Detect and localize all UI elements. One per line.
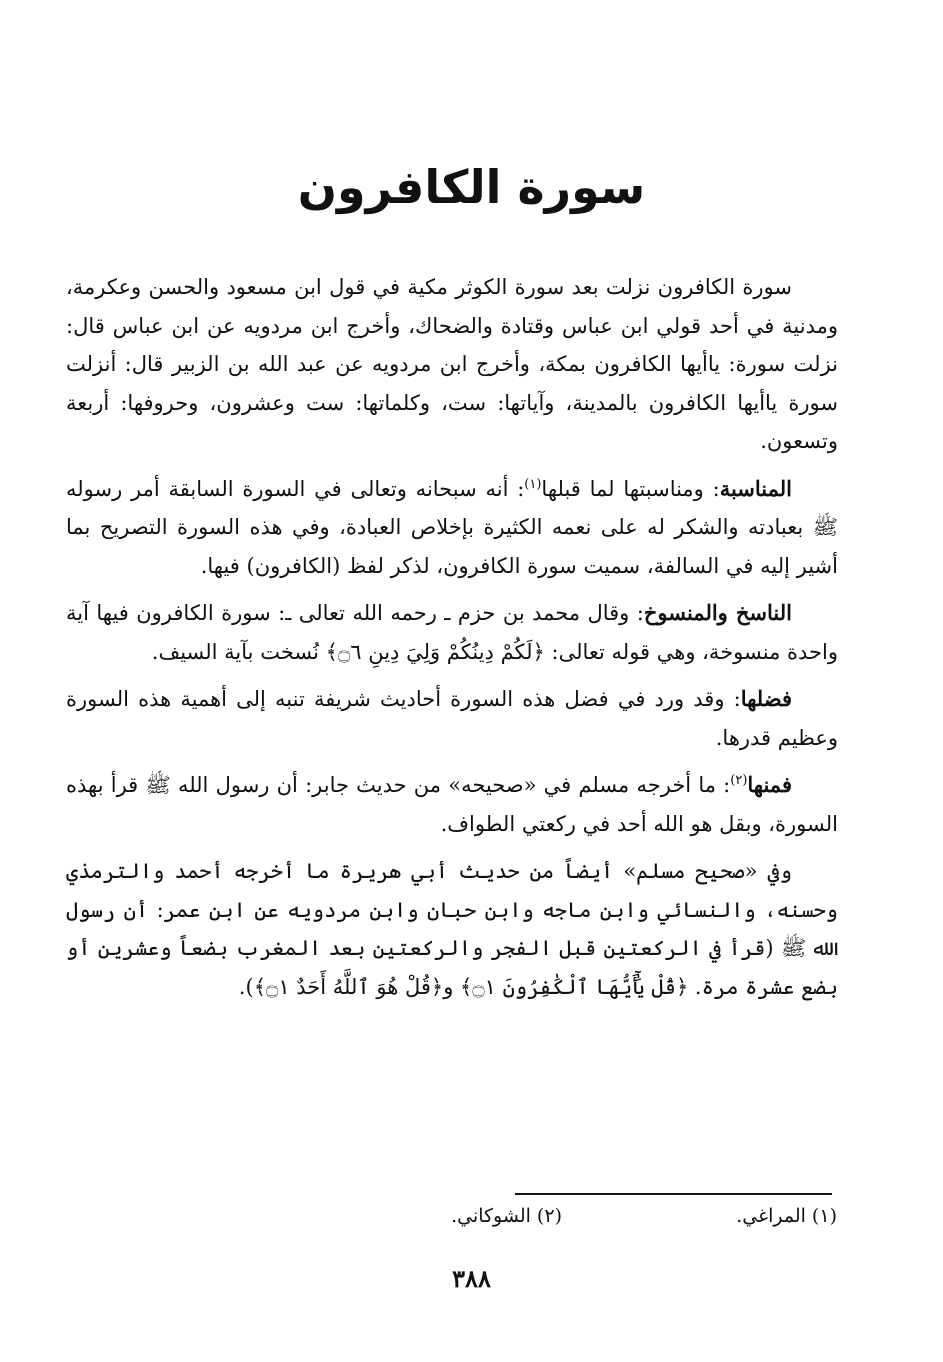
body-text xyxy=(66,268,838,1015)
minha-heading: فمنها xyxy=(747,772,792,797)
surah-title: سورة الكافرون xyxy=(297,160,646,214)
sahih-paragraph: وفي «صحيح مسلم» أيضاً من حديث أبي هريرة ما أخرجه أحمد والترمذي وحسنه، والنسائي وابن ماجه وابن حبان وابن مردويه عن ابن عمر: أن رسول الله ﷺ (قرأ في الركعتين قبل الفجر والركعتين بعد المغرب بضعاً وعشرين أو بضع عشرة مرة. ﴿قُلْ يَٰٓأَيُّهَا ٱلْكَٰفِرُونَ ۝١﴾ و﴿قُلْ هُوَ ٱللَّهُ أَحَدٌ ۝١﴾). xyxy=(66,859,838,999)
fadl-text: : وقد ورد في فضل هذه السورة أحاديث شريفة تنبه إلى أهمية هذه السورة وعظيم قدرها. xyxy=(66,687,838,750)
fadl-paragraph xyxy=(66,680,838,757)
naskh-text: : وقال محمد بن حزم ـ رحمه الله تعالى ـ: سورة الكافرون فيها آية واحدة منسوخة، وهي قوله تعالى: ﴿لَكُمْ دِينُكُمْ وَلِيَ دِينِ ۝٦﴾ نُسخت بآية السيف. xyxy=(66,601,838,664)
footnote-ref-2: (٢) xyxy=(730,773,748,788)
munasaba-text: : أنه سبحانه وتعالى في السورة السابقة أمر رسوله ﷺ بعبادته والشكر له على نعمه الكثيرة بإخلاص العبادة، وفي هذه السورة التصريح بما أشير إليه في السالفة، سميت سورة الكافرون، لذكر لفظ (الكافرون) فيها. xyxy=(66,476,839,578)
minha-paragraph xyxy=(66,766,838,843)
footnote-divider xyxy=(515,1193,832,1195)
munasaba-pre: : ومناسبتها لما قبلها xyxy=(541,476,720,501)
naskh-heading: الناسخ والمنسوخ xyxy=(643,600,792,625)
footnote-1: (١) المراغي. xyxy=(736,1205,837,1227)
munasaba-heading: المناسبة xyxy=(719,475,793,501)
footnote-ref-1: (١) xyxy=(524,476,542,492)
munasaba-paragraph xyxy=(66,470,838,586)
page-number: ٣٨٨ xyxy=(452,1264,491,1293)
naskh-paragraph xyxy=(66,594,838,671)
footnote-2: (٢) الشوكاني. xyxy=(451,1205,562,1227)
fadl-heading: فضلها xyxy=(740,686,792,711)
intro-paragraph: سورة الكافرون نزلت بعد سورة الكوثر مكية في قول ابن مسعود والحسن وعكرمة، ومدنية في أحد قولي ابن عباس وقتادة والضحاك، وأخرج ابن مردويه عن ابن عباس قال: نزلت سورة: ياأيها الكافرون بمكة، وأخرج ابن مردويه عن عبد الله بن الزبير قال: أنزلت سورة ياأيها الكافرون بالمدينة، وآياتها: ست، وكلماتها: ست وعشرون، وحروفها: أربعة وتسعون. xyxy=(66,275,838,453)
footnotes xyxy=(300,1205,837,1245)
minha-text: : ما أخرجه مسلم في «صحيحه» من حديث جابر: أن رسول الله ﷺ قرأ بهذه السورة، وبقل هو الله أحد في ركعتي الطواف. xyxy=(66,773,838,836)
